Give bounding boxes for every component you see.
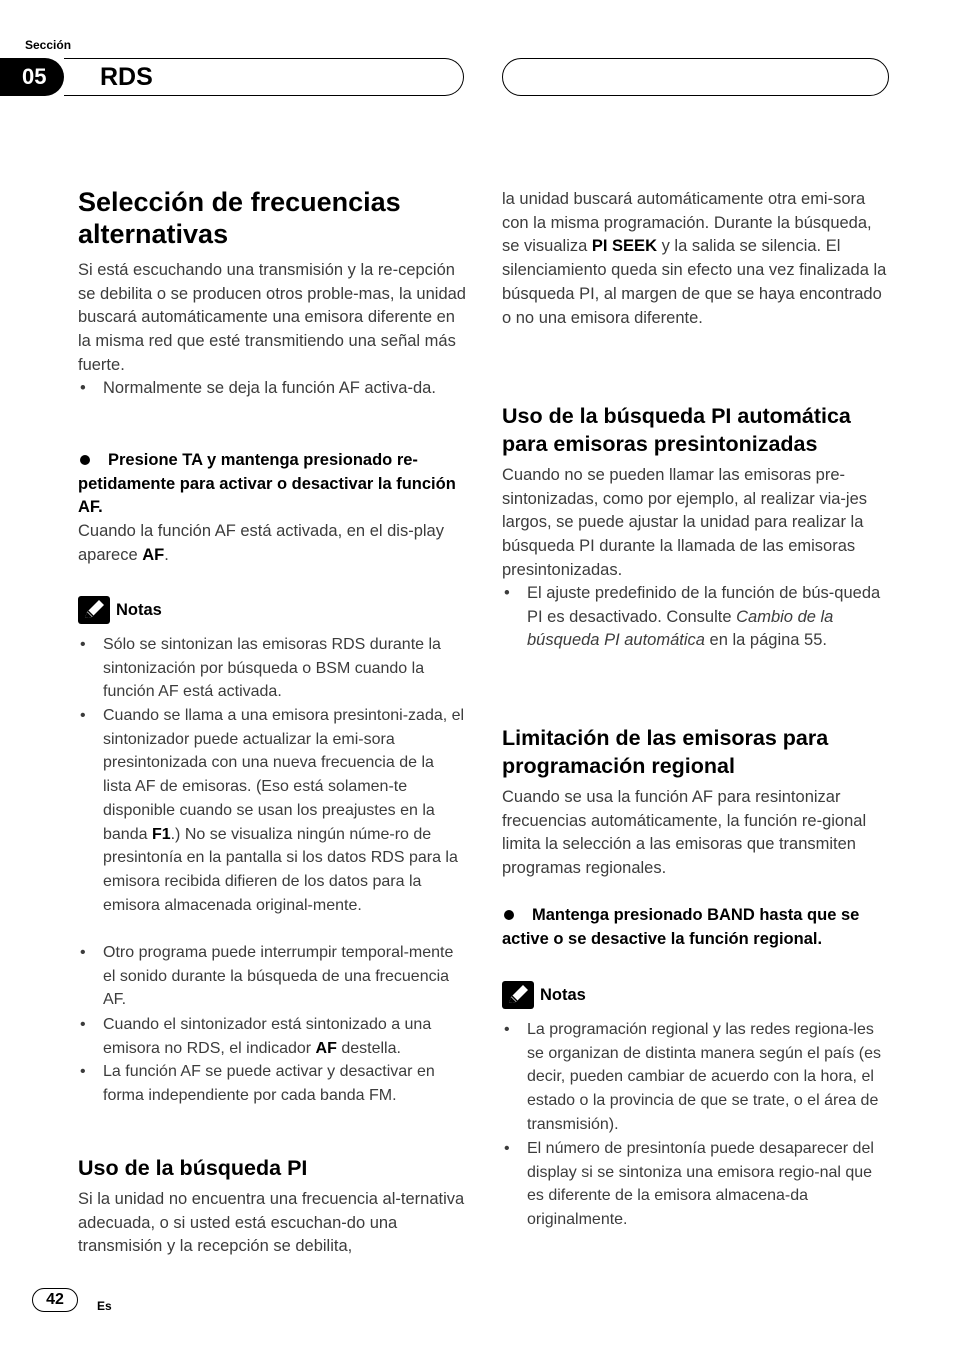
paragraph-pi-auto: Cuando no se pueden llamar las emisoras pre-sintonizadas, como por ejemplo, al realizar via-jes largos, se puede ajustar la unidad para realizar la búsqueda PI durante la llamada de las emisoras presintonizadas. xyxy=(502,466,867,579)
instruction-result xyxy=(78,520,466,567)
list-item-text-end: en la página 55. xyxy=(704,631,827,650)
header-blank-frame xyxy=(502,58,889,96)
paragraph-regional: Cuando se usa la función AF para resintonizar frecuencias automáticamente, la función re-gional limita la selección a las emisoras que transmiten programas regionales. xyxy=(502,788,867,878)
band-f1-text: F1 xyxy=(151,825,171,843)
note-text: La programación regional y las redes regiona-les se organizan de distinta manera según el país (es decir, pueden cambiar de acuerdo con la hora, el estado o la provincia de que se trate, o el área de transmisión). xyxy=(527,1021,881,1133)
section-heading-regional: Limitación de las emisoras para programación regional xyxy=(502,726,829,778)
paragraph-af-intro: Si está escuchando una transmisión y la re-cepción se debilita o se producen otros proble-mas, la unidad buscará automáticamente una emisora diferente en la misma red que esté transmitiendo una señal más fuerte. xyxy=(78,261,466,374)
list-item-text: Normalmente se deja la función AF activa-da. xyxy=(103,379,436,397)
page-number: 42 xyxy=(32,1288,78,1312)
notes-label: Notas xyxy=(116,600,162,619)
list-item xyxy=(78,704,466,917)
notes-header xyxy=(502,981,586,1009)
list-item xyxy=(78,941,466,1012)
section-label: Sección xyxy=(25,38,72,52)
result-text: Cuando la función AF está activada, en el dis-play aparece xyxy=(78,522,444,564)
instruction-af xyxy=(78,449,466,520)
list-item xyxy=(502,582,890,653)
paragraph-pi: Si la unidad no encuentra una frecuencia al-ternativa adecuada, o si usted está escuchan-do una transmisión y la recepción se debilita, xyxy=(78,1190,465,1256)
list-item xyxy=(78,377,466,401)
notes-label: Notas xyxy=(540,985,586,1004)
af-indicator-text: AF xyxy=(142,545,165,564)
instruction-text: Mantenga presionado BAND hasta que se active o se desactive la función regional. xyxy=(502,906,860,948)
note-text: Sólo se sintonizan las emisoras RDS durante la sintonización por búsqueda o BSM cuando la función AF está activada. xyxy=(103,636,441,701)
list-item xyxy=(502,1018,890,1137)
paragraph-pi-continued xyxy=(502,188,890,330)
paragraph-text-end: y la salida se silencia. El silenciamiento queda sin efecto una vez finalizada la búsqueda PI, al margen de que se haya encontrado o no una emisora diferente. xyxy=(502,237,887,327)
list-item xyxy=(78,1060,466,1107)
section-heading-af: Selección de frecuencias alternativas xyxy=(78,187,401,249)
cross-reference-link[interactable]: Cambio de la búsqueda PI automática xyxy=(527,607,834,650)
result-text-end: . xyxy=(164,545,169,564)
note-text: El número de presintonía puede desaparecer del display si se sintoniza una emisora regio-nal que es diferente de la emisora almacena-da originalmente. xyxy=(527,1140,874,1229)
note-text-end: destella. xyxy=(336,1039,401,1057)
list-item-text: El ajuste predefinido de la función de bús-queda PI es desactivado. Consulte xyxy=(527,584,881,626)
list-item xyxy=(78,633,466,704)
pi-seek-text: PI SEEK xyxy=(591,237,657,256)
paragraph-text: la unidad buscará automáticamente otra emi-sora con la misma programación. Durante la búsqueda, se visualiza xyxy=(502,190,872,256)
list-item xyxy=(502,1137,890,1232)
language-code: Es xyxy=(97,1299,112,1313)
bullet-dot-icon xyxy=(80,455,90,465)
notes-header xyxy=(78,596,162,624)
note-text: La función AF se puede activar y desactivar en forma independiente por cada banda FM. xyxy=(103,1063,435,1104)
list-item xyxy=(78,1013,466,1060)
instruction-regional xyxy=(502,904,890,951)
section-heading-pi: Uso de la búsqueda PI xyxy=(78,1156,308,1180)
bullet-dot-icon xyxy=(504,910,514,920)
note-text: Otro programa puede interrumpir temporal-mente el sonido durante la búsqueda de una frecuencia AF. xyxy=(103,944,454,1009)
instruction-text: Presione TA y mantenga presionado re-petidamente para activar o desactivar la función AF. xyxy=(78,451,456,517)
notes-pencil-icon xyxy=(78,596,110,624)
notes-pencil-icon xyxy=(502,981,534,1009)
af-indicator-text: AF xyxy=(315,1039,337,1057)
note-text: Cuando el sintonizador está sintonizado a una emisora no RDS, el indicador xyxy=(103,1016,432,1057)
note-text-end: .) No se visualiza ningún núme-ro de presintonía en la pantalla si los datos RDS para la emisora recibida difieren de los datos para la emisora almacenada original-mente. xyxy=(103,825,458,914)
note-text: Cuando se llama a una emisora presintoni-zada, el sintonizador puede actualizar la emi-sora presintonizada con una nueva frecuencia de la lista AF de emisoras. (Eso está solamen-te disponible cuando se usan los preajustes en la banda xyxy=(103,707,465,843)
section-heading-pi-auto: Uso de la búsqueda PI automática para emisoras presintonizadas xyxy=(502,404,851,456)
section-number: 05 xyxy=(0,58,64,96)
chapter-title: RDS xyxy=(100,63,153,91)
